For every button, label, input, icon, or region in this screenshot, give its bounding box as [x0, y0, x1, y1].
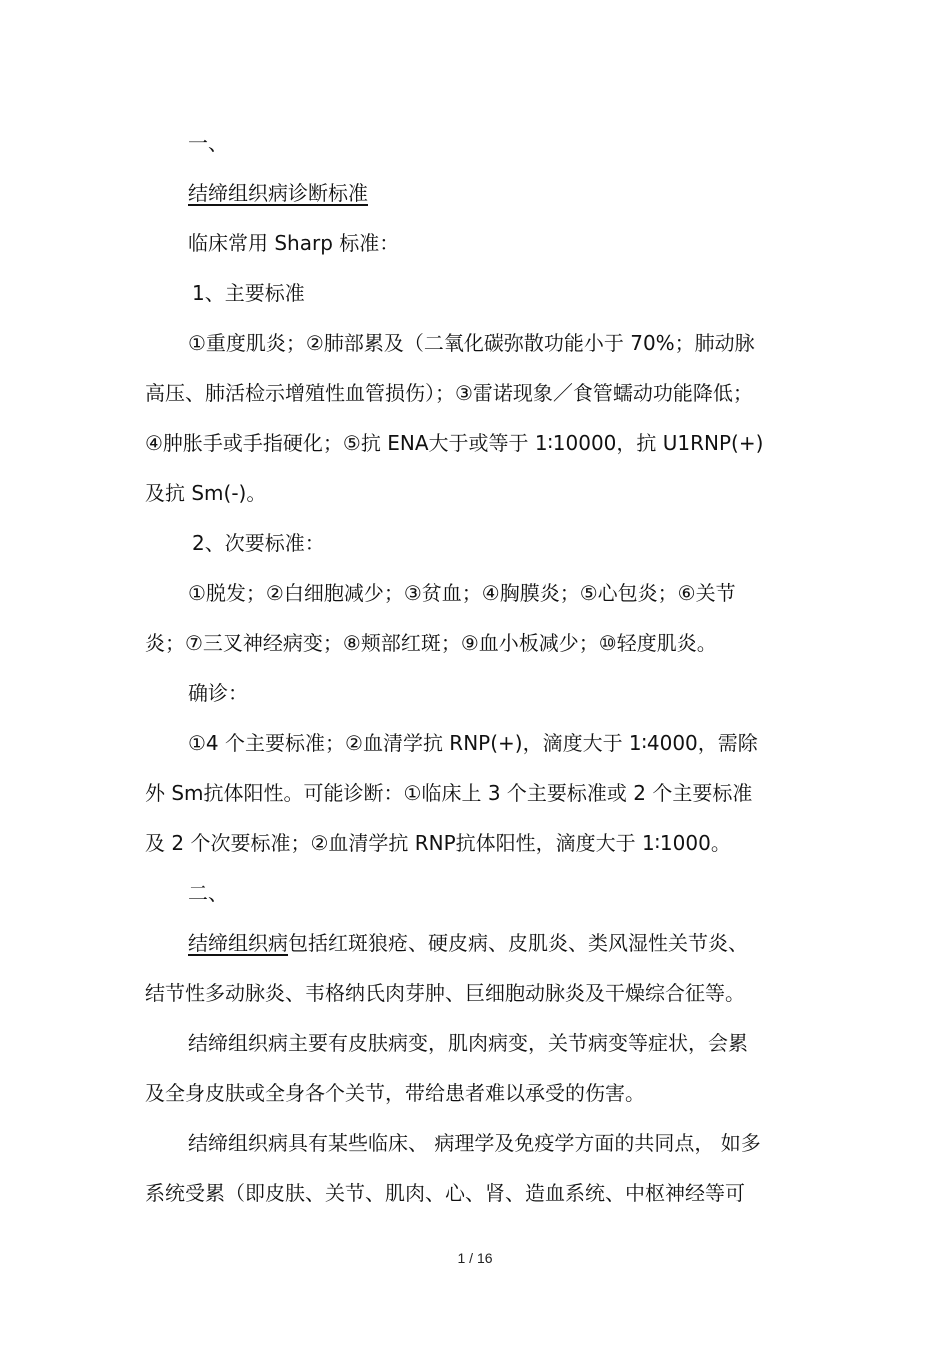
intro-line: 临床常用 Sharp 标准： — [188, 231, 400, 255]
underlined-term: 结缔组织病 — [188, 931, 288, 955]
paragraph-text: 包括红斑狼疮、硬皮病、皮肌炎、类风湿性关节炎、 — [288, 931, 748, 955]
minor-criteria-heading: 2、次要标准： — [192, 531, 325, 555]
paragraph-line: 系统受累（即皮肤、关节、肌肉、心、肾、造血系统、中枢神经等可 — [145, 1181, 745, 1205]
document-title: 结缔组织病诊断标准 — [188, 181, 368, 205]
major-criteria-heading: 1、主要标准 — [192, 281, 305, 305]
major-criteria-line: ①重度肌炎；②肺部累及（二氧化碳弥散功能小于 70%；肺动脉 — [188, 331, 755, 355]
minor-criteria-line: 炎；⑦三叉神经病变；⑧颊部红斑；⑨血小板减少；⑩轻度肌炎。 — [145, 631, 717, 655]
paragraph-line: 结缔组织病主要有皮肤病变，肌肉病变，关节病变等症状，会累 — [188, 1031, 748, 1055]
paragraph-line: 及全身皮肤或全身各个关节，带给患者难以承受的伤害。 — [145, 1081, 645, 1105]
minor-criteria-line: ①脱发；②白细胞减少；③贫血；④胸膜炎；⑤心包炎；⑥关节 — [188, 581, 736, 605]
paragraph-line — [188, 930, 748, 956]
page-number: 1 / 16 — [457, 1250, 493, 1266]
diagnosis-line: 外 Sm抗体阳性。可能诊断：①临床上 3 个主要标准或 2 个主要标准 — [145, 781, 753, 805]
diagnosis-line: ①4 个主要标准；②血清学抗 RNP(+)，滴度大于 1∶4000，需除 — [188, 731, 758, 755]
section-heading-2: 二、 — [188, 881, 228, 905]
paragraph-line: 结节性多动脉炎、韦格纳氏肉芽肿、巨细胞动脉炎及干燥综合征等。 — [145, 981, 745, 1005]
major-criteria-line: 高压、肺活检示增殖性血管损伤）；③雷诺现象／食管蠕动功能降低； — [145, 381, 753, 405]
diagnosis-heading: 确诊： — [188, 681, 248, 705]
major-criteria-line: ④肿胀手或手指硬化；⑤抗 ENA大于或等于 1∶10000，抗 U1RNP(+) — [145, 431, 764, 455]
diagnosis-line: 及 2 个次要标准；②血清学抗 RNP抗体阳性，滴度大于 1∶1000。 — [145, 831, 731, 855]
section-heading-1: 一、 — [188, 131, 228, 155]
paragraph-line: 结缔组织病具有某些临床、 病理学及免疫学方面的共同点， 如多 — [188, 1131, 761, 1155]
major-criteria-line: 及抗 Sm(-)。 — [145, 481, 267, 505]
